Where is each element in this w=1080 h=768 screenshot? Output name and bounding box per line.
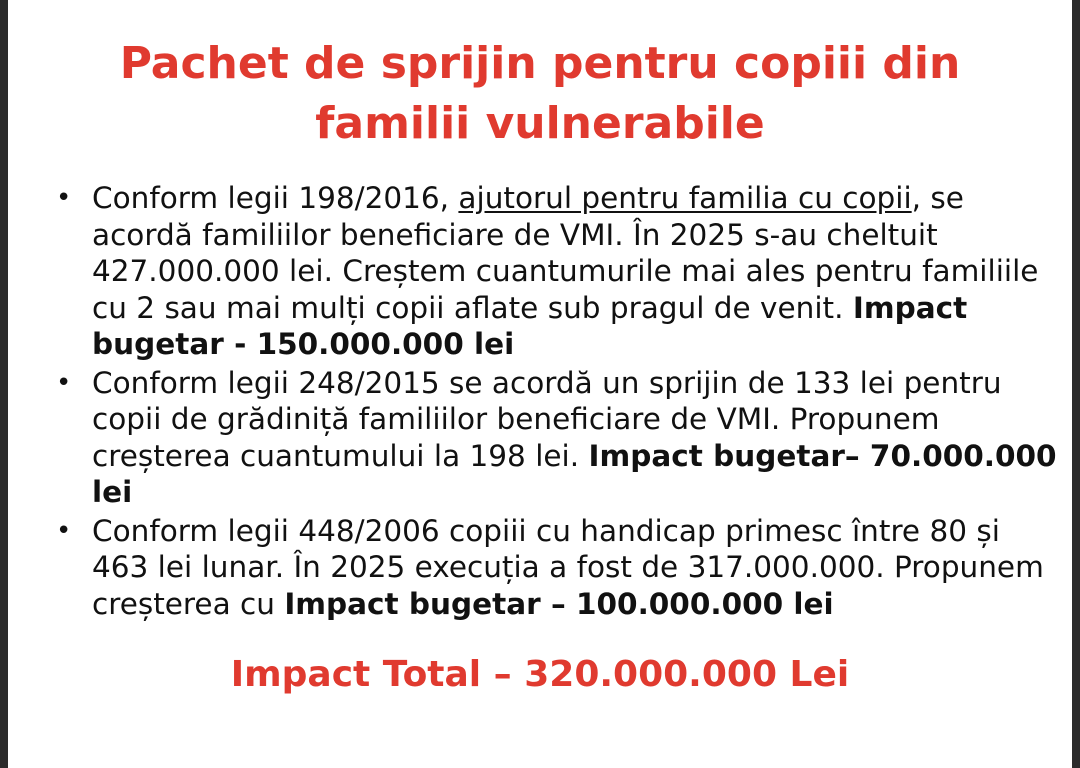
slide-title-line-2: familii vulnerabile — [315, 98, 765, 149]
bullet-list — [50, 180, 1060, 624]
list-item — [50, 365, 1060, 511]
item-impact: Impact bugetar - 150.000.000 lei — [92, 290, 968, 361]
bullet-icon: • — [56, 515, 72, 546]
slide-title — [8, 34, 1072, 154]
total-impact: Impact Total – 320.000.000 Lei — [230, 654, 850, 695]
item-text: , se acordă familiilor beneficiare de VMI. În 2025 s-au cheltuit 427.000.000 lei. Creștem cuantumurile mai ales pentru familiile cu 2 sau mai mulți copii aflate sub pragul de venit. — [92, 181, 1039, 325]
bullet-icon: • — [56, 183, 72, 213]
item-text: Conform legii 248/2015 se acordă un sprijin de 133 lei pentru copii de grădiniță familiilor beneficiare de VMI. Propunem creșterea cuantumului la 198 lei. — [92, 365, 1002, 473]
item-impact: Impact bugetar – 100.000.000 lei — [284, 586, 834, 621]
slide-title-line-1: Pachet de sprijin pentru copiii din — [119, 38, 961, 89]
item-impact: Impact bugetar– 70.000.000 lei — [92, 438, 1057, 509]
bullet-icon: • — [56, 367, 72, 398]
law-link[interactable]: ajutorul pentru familia cu copii — [458, 181, 912, 215]
list-item — [50, 513, 1060, 623]
list-item — [50, 180, 1060, 363]
item-text: Conform legii 448/2006 copiii cu handicap primesc între 80 și 463 lei lunar. În 2025 execuția a fost de 317.000.000. Propunem creșterea cu — [92, 513, 1044, 621]
slide — [8, 0, 1072, 768]
item-text: Conform legii 198/2016, — [92, 181, 459, 215]
